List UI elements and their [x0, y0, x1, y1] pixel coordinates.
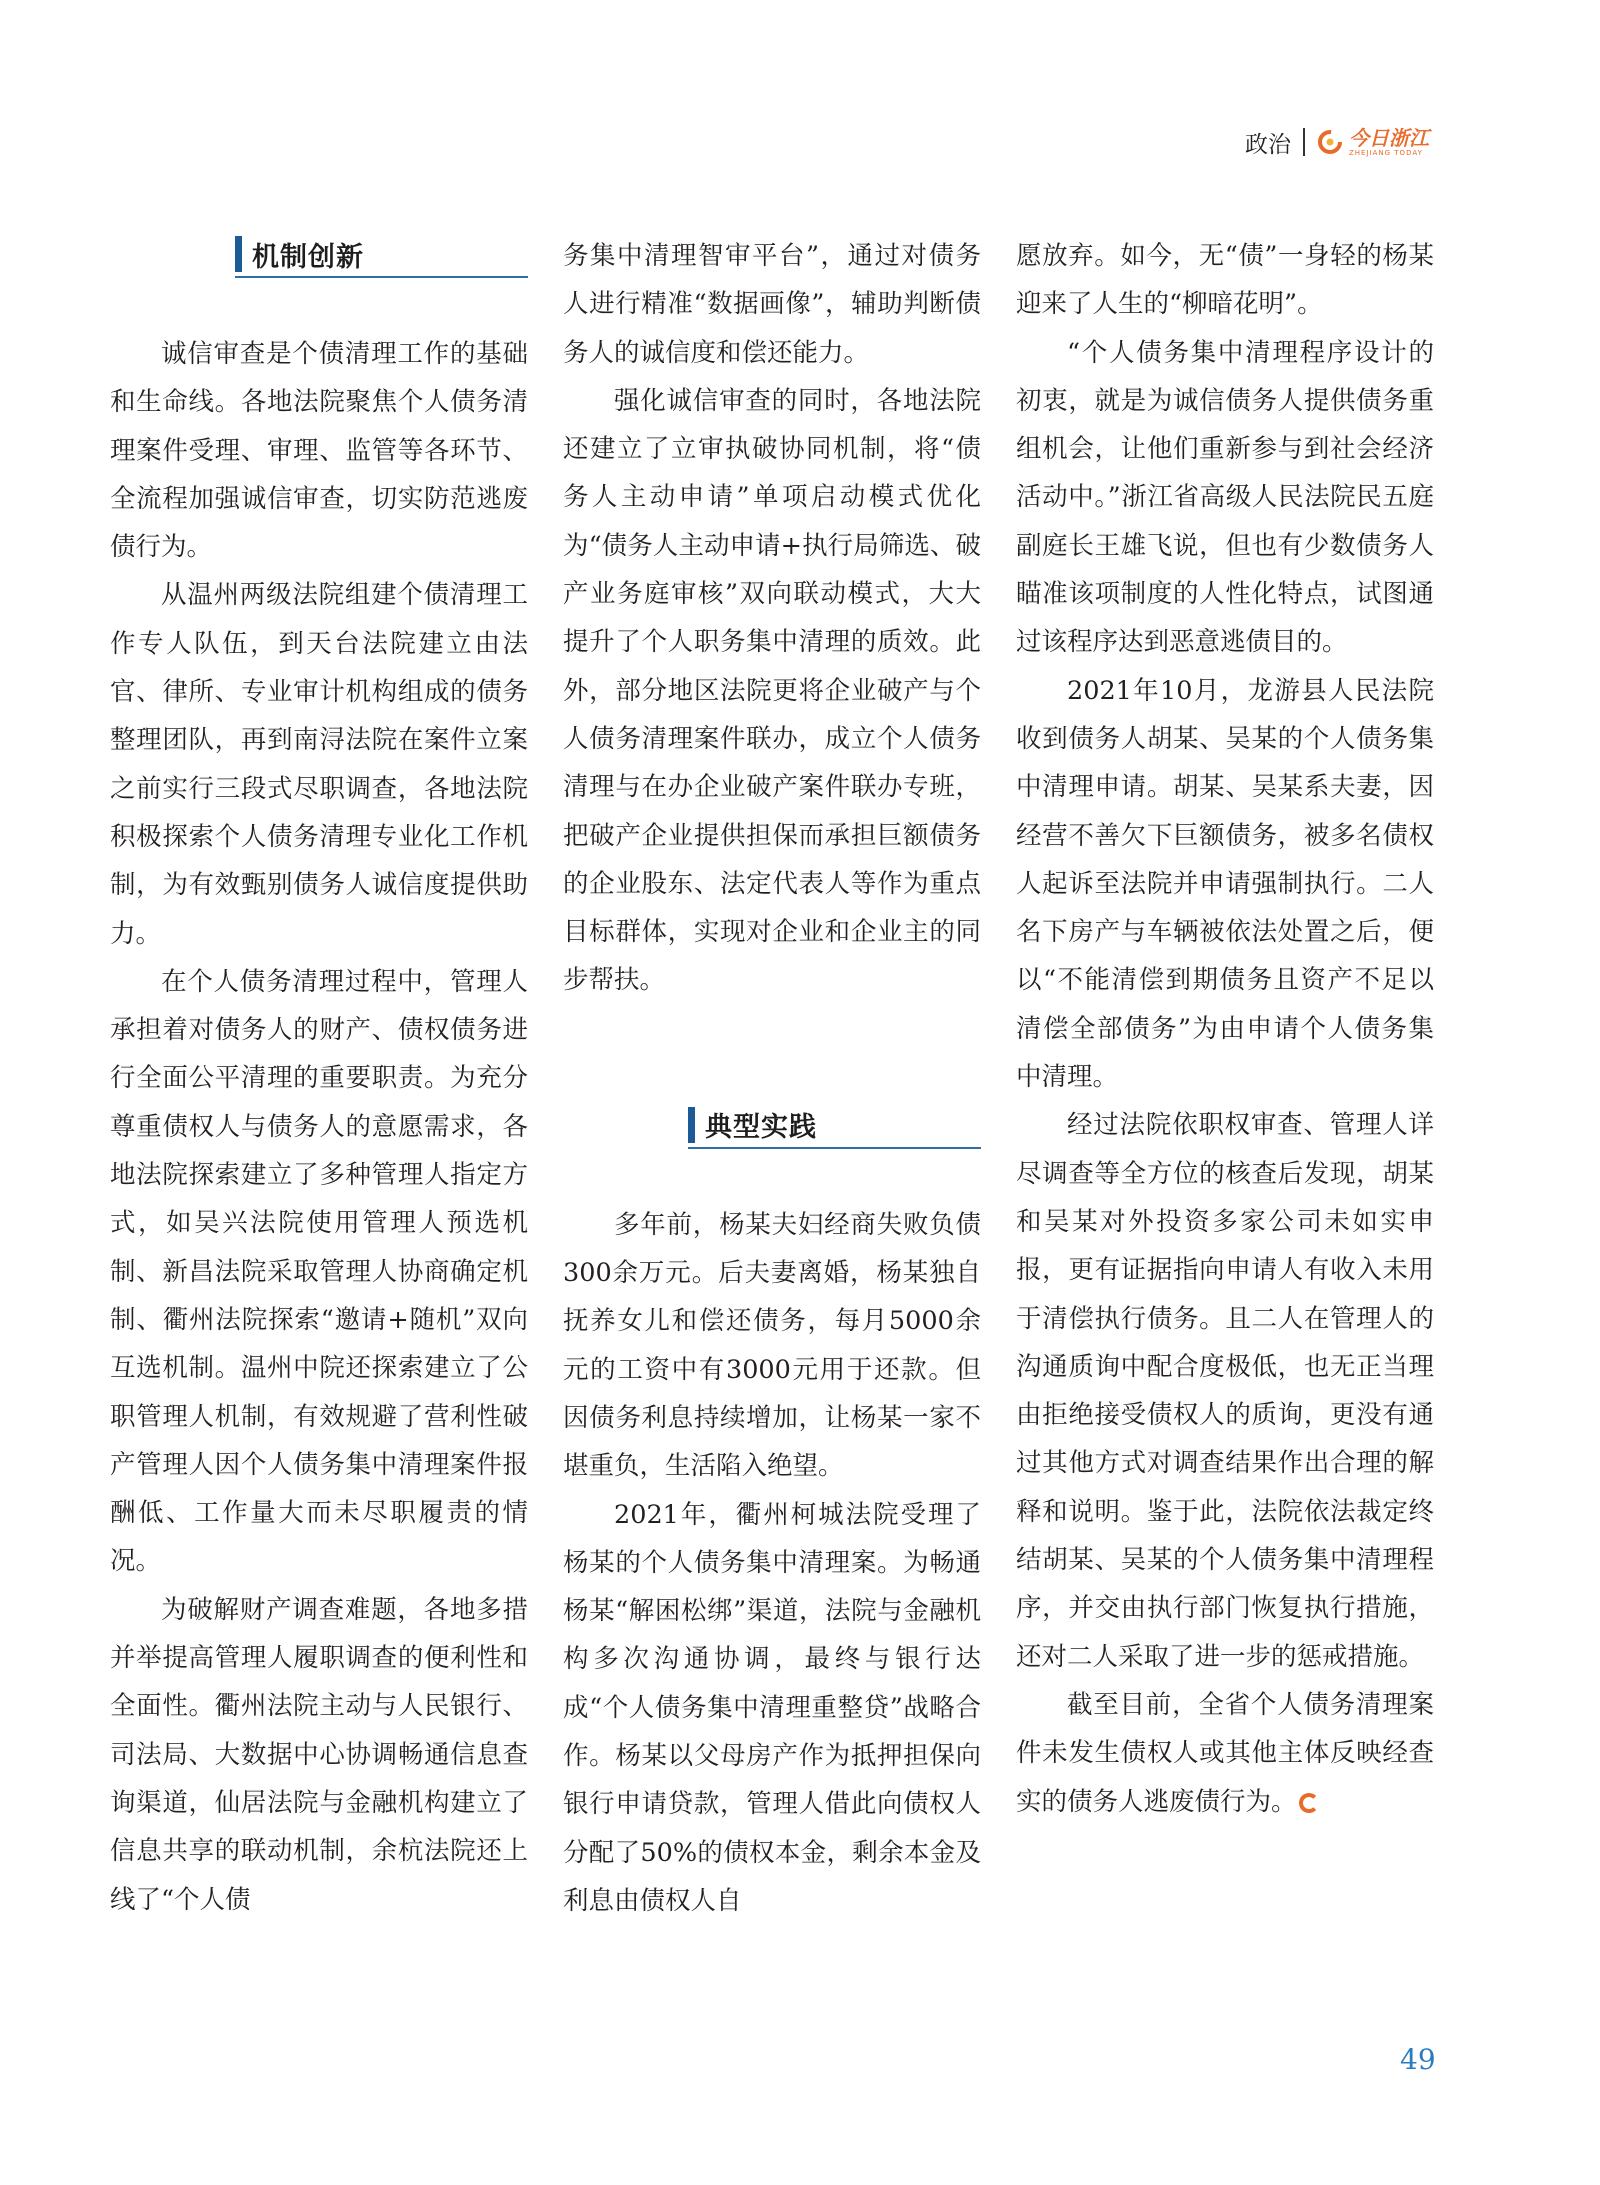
paragraph: 在个人债务清理过程中，管理人承担着对债务人的财产、债权债务进行全面公平清理的重要职责。为充分尊重债权人与债务人的意愿需求，各地法院探索建立了多种管理人指定方式，如吴兴法院使用管理人预选机制、新昌法院采取管理人协商确定机制、衢州法院探索“邀请+随机”双向互选机制。温州中院还探索建立了公职管理人机制，有效规避了营利性破产管理人因个人债务集中清理案件报酬低、工作量大而未尽职履责的情况。 — [110, 966, 528, 1577]
section-heading-mechanism — [235, 232, 528, 278]
paragraph: 多年前，杨某夫妇经商失败负债300余万元。后夫妻离婚，杨某独自抚养女儿和偿还债务，每月5000余元的工资中有3000元用于还款。但因债务利息持续增加，让杨某一家不堪重负，生活陷入绝望。 — [563, 1209, 981, 1482]
final-text: 截至目前，全省个人债务清理案件未发生债权人或其他主体反映经查实的债务人逃废债行为。 — [1016, 1689, 1434, 1817]
paragraph: 经过法院依职权审查、管理人详尽调查等全方位的核查后发现，胡某和吴某对外投资多家公司未如实申报，更有证据指向申请人有收入未用于清偿执行债务。且二人在管理人的沟通质询中配合度极低，也无正当理由拒绝接受债权人的质询，更没有通过其他方式对调查结果作出合理的解释和说明。鉴于此，法院依法裁定终结胡某、吴某的个人债务集中清理程序，并交由执行部门恢复执行措施，还对二人采取了进一步的惩戒措施。 — [1016, 1110, 1434, 1672]
column-3 — [1016, 232, 1434, 1826]
logo-en-text: ZHEJIANG TODAY — [1349, 148, 1423, 157]
paragraph: 强化诚信审查的同时，各地法院还建立了立审执破协同机制，将“债务人主动申请”单项启动模式优化为“债务人主动申请+执行局筛选、破产业务庭审核”双向联动模式，大大提升了个人职务集中清理的质效。此外，部分地区法院更将企业破产与个人债务清理案件联办，成立个人债务清理与在办企业破产案件联办专班，把破产企业提供担保而承担巨额债务的企业股东、法定代表人等作为重点目标群体，实现对企业和企业主的同步帮扶。 — [563, 385, 981, 996]
paragraph: 2021年10月，龙游县人民法院收到债务人胡某、吴某的个人债务集中清理申请。胡某、吴某系夫妻，因经营不善欠下巨额债务，被多名债权人起诉至法院并申请强制执行。二人名下房产与车辆被依法处置之后，便以“不能清偿到期债务且资产不足以清偿全部债务”为由申请个人债务集中清理。 — [1016, 675, 1434, 1093]
heading-text: 机制创新 — [252, 241, 364, 273]
column-1 — [110, 232, 528, 1924]
paragraph: “个人债务集中清理程序设计的初衷，就是为诚信债务人提供债务重组机会，让他们重新参与到社会经济活动中。”浙江省高级人民法院民五庭副庭长王雄飞说，但也有少数债务人瞄准该项制度的人性化特点，试图通过该程序达到恶意逃债目的。 — [1016, 337, 1434, 658]
paragraph: 2021年，衢州柯城法院受理了杨某的个人债务集中清理案。为畅通杨某“解困松绑”渠道，法院与金融机构多次沟通协调，最终与银行达成“个人债务集中清理重整贷”战略合作。杨某以父母房产作为抵押担保向银行申请贷款，管理人借此向债权人分配了50%的债权本金，剩余本金及利息由债权人自 — [563, 1499, 981, 1916]
paragraph: 诚信审查是个债清理工作的基础和生命线。各地法院聚焦个人债务清理案件受理、审理、监管等各环节、全流程加强诚信审查，切实防范逃废债行为。 — [110, 339, 528, 563]
section-heading-practice — [688, 1103, 981, 1149]
magazine-logo — [1317, 125, 1429, 157]
heading-bar — [235, 236, 242, 272]
header-divider — [1303, 128, 1305, 156]
page-header — [1245, 120, 1429, 164]
heading-text: 典型实践 — [705, 1112, 817, 1144]
paragraph: 从温州两级法院组建个债清理工作专人队伍，到天台法院建立由法官、律所、专业审计机构组成的债务整理团队，再到南浔法院在案件立案之前实行三段式尽职调查，各地法院积极探索个人债务清理专业化工作机制，为有效甄别债务人诚信度提供助力。 — [110, 580, 528, 949]
paragraph-continued: 愿放弃。如今，无“债”一身轻的杨某迎来了人生的“柳暗花明”。 — [1016, 241, 1434, 320]
logo-icon — [1317, 129, 1343, 155]
paragraph-continued: 务集中清理智审平台”，通过对债务人进行精准“数据画像”，辅助判断债务人的诚信度和偿还能力。 — [563, 241, 981, 368]
paragraph-final — [1016, 1681, 1434, 1826]
end-mark-icon — [1299, 1793, 1319, 1813]
logo-cn-text: 今日浙江 — [1349, 125, 1429, 150]
section-label: 政治 — [1245, 131, 1291, 158]
heading-bar — [688, 1107, 695, 1143]
column-2 — [563, 232, 981, 1925]
page-number: 49 — [1400, 2043, 1436, 2076]
paragraph: 为破解财产调查难题，各地多措并举提高管理人履职调查的便利性和全面性。衢州法院主动与人民银行、司法局、大数据中心协调畅通信息查询渠道，仙居法院与金融机构建立了信息共享的联动机制，余杭法院还上线了“个人债 — [110, 1594, 528, 1915]
